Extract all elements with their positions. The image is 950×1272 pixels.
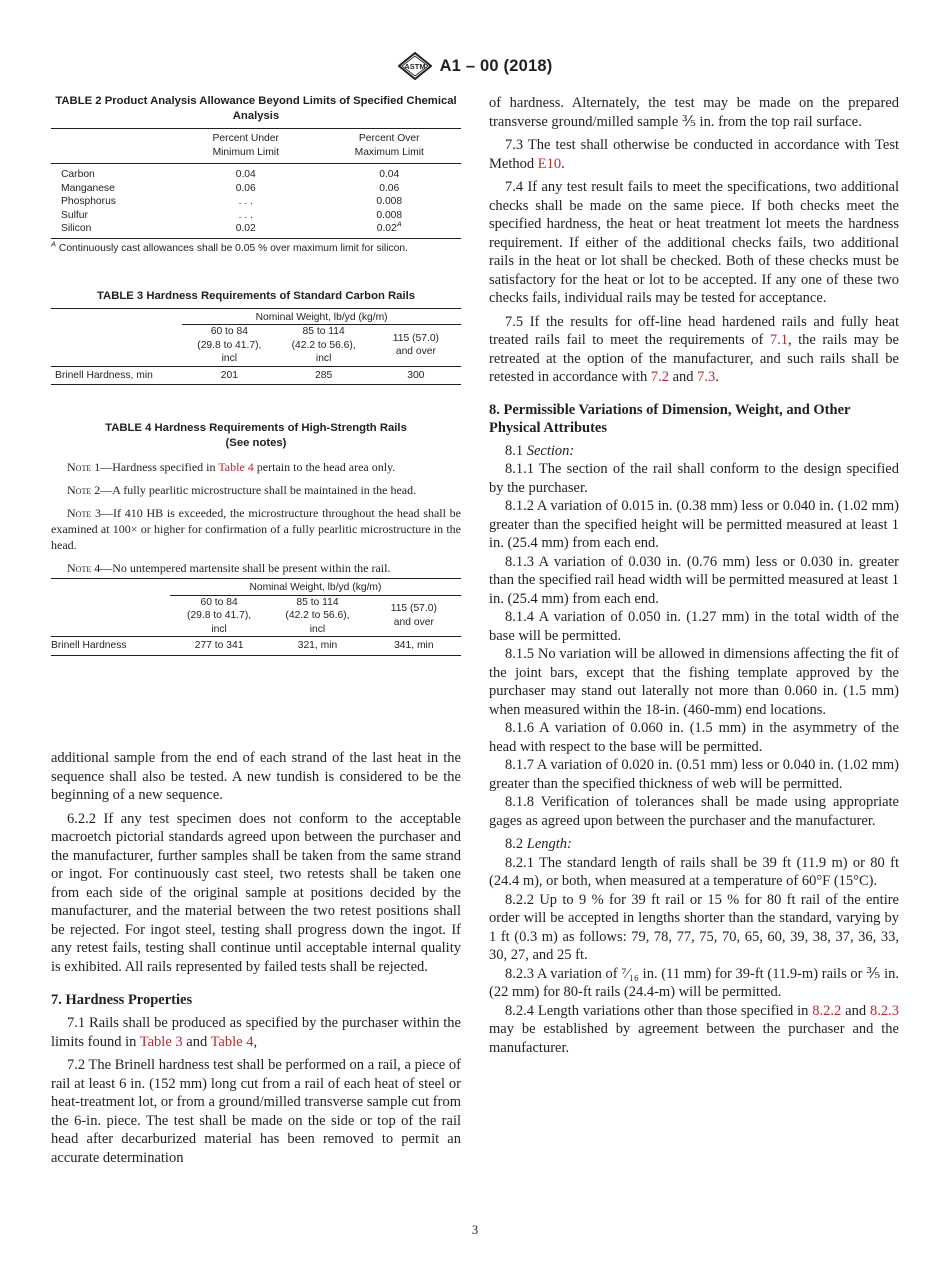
table2-col2-head: Percent Over Maximum Limit — [354, 133, 424, 158]
paragraph-8-1-6: 8.1.6 A variation of 0.060 in. (1.5 mm) in the asymmetry of the head with respect to the base will be permitted. — [489, 720, 899, 755]
paragraph-6-2-1-cont: additional sample from the end of each strand of the last heat in the sequence shall also be tested. A new tundish is considered to be the beginning of a new sequence. — [51, 750, 461, 803]
table4-note-4: Note 4—No untempered martensite shall be present within the rail. — [67, 561, 391, 575]
designation: A1 – 00 (2018) — [439, 56, 553, 75]
table2-footnote: $^A$ Continuously cast allowances shall be 0.05 % over maximum limit for silicon. — [51, 239, 408, 254]
paragraph-8-2-2: 8.2.2 Up to 9 % for 39 ft rail or 15 % for 80 ft rail of the entire order will be accepted in lengths shorter than the standard, varying by 1 ft (0.3 m) as follows: 79, 78, 77, 75, 70, 65, 60, 39, 38, 37, 36, 33, 30, 27, and 25 ft. — [489, 891, 899, 963]
section-8-heading: 8. Permissible Variations of Dimension, Weight, and Other Physical Attributes — [489, 401, 851, 436]
paragraph-8-2-4: 8.2.4 Length variations other than those specified in 8.2.2 and 8.2.3 may be established by agreement between the purchaser and the manufacturer. — [489, 1002, 899, 1056]
paragraph-8-1: 8.1 Section: — [505, 442, 575, 459]
table-row: Brinell Hardness, min 201 285 300 — [51, 366, 461, 385]
page-header — [0, 50, 950, 82]
table4-note-3: Note 3—If 410 HB is exceeded, the microstructure throughout the head shall be examined at 100× or higher for confirmation of a fully pearlitic microstructure in the head. — [51, 506, 462, 552]
table3-group-head: Nominal Weight, lb/yd (kg/m) — [182, 308, 461, 325]
table4-note-2: Note 2—A fully pearlitic microstructure shall be maintained in the head. — [67, 483, 417, 497]
table3: Nominal Weight, lb/yd (kg/m) 60 to 84 (29.8 to 41.7), incl 85 to 114 (42.2 to 56.6), incl 115 (57.0) and over Brinell Hardness, min 201 285 300 — [51, 308, 461, 386]
paragraph-8-2-1: 8.2.1 The standard length of rails shall be 39 ft (11.9 m) or 80 ft (24.4 m), or both, when measured at a temperature of 60°F (15°C). — [489, 854, 899, 889]
table2-col1-head: Percent Under Minimum Limit — [212, 133, 279, 158]
table4: Nominal Weight, lb/yd (kg/m) 60 to 84 (29.8 to 41.7), incl 85 to 114 (42.2 to 56.6), incl 115 (57.0) and over Brinell Hardness 277 to 341 321, min 341, min — [51, 578, 461, 656]
table-row: Manganese 0.06 0.06 — [61, 182, 400, 194]
section-7-heading: 7. Hardness Properties — [51, 992, 193, 1008]
table4-group-head: Nominal Weight, lb/yd (kg/m) — [170, 579, 461, 596]
table-row: Carbon 0.04 0.04 — [61, 169, 400, 180]
paragraph-7-1: 7.1 Rails shall be produced as specified by the purchaser within the limits found in Table 3 and Table 4, — [51, 1015, 461, 1050]
paragraph-8-1-2: 8.1.2 A variation of 0.015 in. (0.38 mm) less or 0.040 in. (1.02 mm) greater than the specified height will be permitted measured at least 1 in. (25.4 mm) from each end. — [489, 498, 899, 551]
paragraph-7-4: 7.4 If any test result fails to meet the specifications, two additional checks shall be made on the same piece. If both checks meet the specified hardness, the heat or heat treatment lot meets the hardness requirement. If either of the additional checks fails, two additional rails in the heat or lot shall be checked. Both of these checks must be satisfactory for the heat or lot to be accepted. If any one of these two checks fails, individual rails may be tested for acceptance. — [489, 179, 899, 306]
paragraph-7-3: 7.3 The test shall otherwise be conducted in accordance with Test Method E10. — [489, 137, 899, 172]
left-column — [51, 94, 462, 1166]
paragraph-8-2: 8.2 Length: — [505, 836, 572, 852]
paragraph-8-1-4: 8.1.4 A variation of 0.050 in. (1.27 mm) in the total width of the base will be permitted. — [489, 609, 899, 644]
paragraph-8-1-1: 8.1.1 The section of the rail shall conform to the design specified by the purchaser. — [489, 461, 899, 496]
paragraph-7-2: 7.2 The Brinell hardness test shall be performed on a rail, a piece of rail at least 6 in. (152 mm) long cut from a rail of each heat of steel or heat-treatment lot, or from a ground/milled transverse sample cut from the 6-in. piece. The test shall be made on the side or top of the rail head after decarburized material has been removed to permit an accurate determination — [51, 1057, 461, 1166]
table-row: Silicon 0.02 $0.02^A$ — [51, 222, 461, 238]
table4-note-1: Note 1—Hardness specified in Table 4 pertain to the head area only. — [67, 460, 396, 474]
page-number: 3 — [471, 1223, 479, 1237]
table3-caption: TABLE 3 Hardness Requirements of Standard Carbon Rails — [96, 289, 416, 302]
paragraph-8-1-5: 8.1.5 No variation will be allowed in dimensions affecting the fit of the joint bars, except that the fishing template approved by the purchaser may stand out laterally not more than 0.060 in. (1.5 mm) when measured within the 18-in. (460-mm) end locations. — [489, 646, 899, 718]
table-row: Phosphorus . . . 0.008 — [61, 196, 403, 207]
right-column — [489, 94, 899, 1057]
paragraph-8-1-8: 8.1.8 Verification of tolerances shall be made using appropriate gages as agreed upon between the purchaser and the manufacturer. — [489, 794, 899, 829]
table4-caption: TABLE 4 Hardness Requirements of High-Strength Rails (See notes) — [105, 422, 407, 449]
astm-logo-icon — [398, 52, 432, 80]
table2-caption: TABLE 2 Product Analysis Allowance Beyond Limits of Specified Chemical Analysis — [55, 95, 457, 122]
paragraph-7-2-cont: of hardness. Alternately, the test may be made on the prepared transverse ground/milled sample ⅗ in. from the top rail surface. — [489, 95, 899, 130]
paragraph-8-2-3: 8.2.3 A variation of ⁷⁄₁₆ in. (11 mm) for 39-ft (11.9-m) rails or ⅗ in. (22 mm) for 80-ft rails (24.4-m) will be permitted. — [489, 965, 899, 1000]
svg-text:ASTM: ASTM — [403, 62, 426, 71]
paragraph-8-1-3: 8.1.3 A variation of 0.030 in. (0.76 mm) less or 0.030 in. greater than the specified rail head width will be permitted measured at least 1 in. (25.4 mm) from each end. — [489, 553, 899, 607]
paragraph-7-5: 7.5 If the results for off-line head hardened rails and fully heat treated rails fail to meet the requirements of 7.1, the rails may be retreated at the option of the manufacturer, and such rails shall be retested in accordance with 7.2 and 7.3. — [489, 313, 899, 385]
table-row: Brinell Hardness 277 to 341 321, min 341, min — [51, 637, 461, 656]
paragraph-6-2-2: 6.2.2 If any test specimen does not conform to the acceptable macroetch pictorial standards agreed upon between the purchaser and the manufacturer, further samples shall be taken from the same strand or ingot. For continuously cast steel, two retests shall be taken one from each side of the original sample at positions decided by the manufacturer, and the material between the two retest positions shall be rejected. For ingot steel, testing shall progress down the ingot. If any retest fails, testing shall continue until acceptable internal quality is exhibited. All rails represented by failed tests shall be rejected. — [51, 810, 461, 975]
paragraph-8-1-7: 8.1.7 A variation of 0.020 in. (0.51 mm) less or 0.040 in. (1.02 mm) greater than the specified thickness of web will be permitted. — [489, 757, 899, 792]
table-row: Sulfur . . . 0.008 — [61, 209, 403, 221]
table2 — [51, 128, 461, 239]
